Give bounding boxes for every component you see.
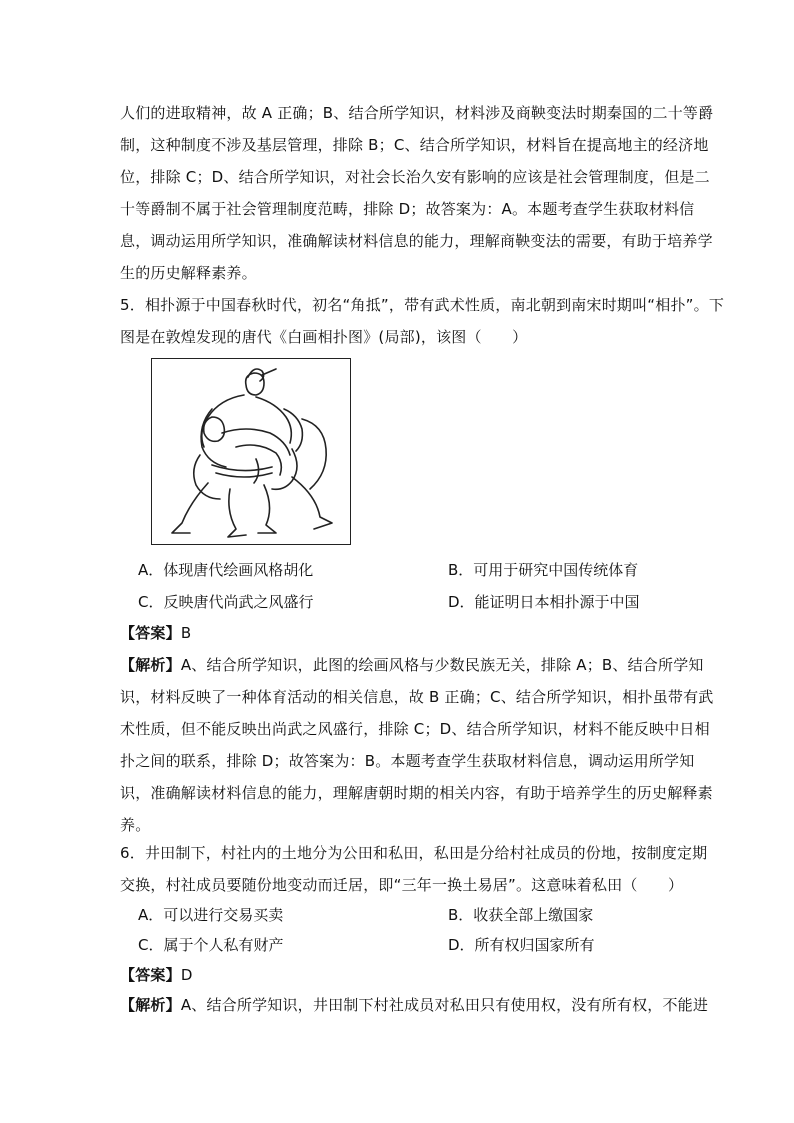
explanation-line: 术性质，但不能反映出尚武之风盛行，排除 C；D、结合所学知识，材料不能反映中日相 [120, 720, 710, 738]
answer-value: D [180, 966, 193, 984]
question-5-stem: 图是在敦煌发现的唐代《白画相扑图》(局部)，该图（ ） [120, 328, 528, 346]
question-5-option-b: B．可用于研究中国传统体育 [448, 561, 639, 579]
question-5-option-a: A．体现唐代绘画风格胡化 [138, 561, 314, 579]
explanation-line: 十等爵制不属于社会管理制度范畴，排除 D；故答案为：A。本题考查学生获取材料信 [120, 200, 695, 218]
question-5-stem: 5．相扑源于中国春秋时代，初名“角抵”，带有武术性质，南北朝到南宋时期叫“相扑”。下 [120, 296, 725, 314]
answer-tag: 【答案】 [120, 624, 181, 642]
explanation-line: 扑之间的联系，排除 D；故答案为：B。本题考查学生获取材料信息，调动运用所学知 [120, 752, 695, 770]
question-5-option-d: D．能证明日本相扑源于中国 [448, 593, 640, 611]
question-6-stem: 交换，村社成员要随份地变动而迁居，即“三年一换土易居”。这意味着私田（ ） [120, 876, 684, 894]
question-6-option-d: D．所有权归国家所有 [448, 936, 595, 954]
sumo-wrestling-painting [151, 358, 351, 545]
explanation-line: 生的历史解释素养。 [120, 264, 257, 282]
explanation-text: A、结合所学知识，此图的绘画风格与少数民族无关，排除 A；B、结合所学知 [180, 656, 704, 674]
explanation-line: 制，这种制度不涉及基层管理，排除 B；C、结合所学知识，材料旨在提高地主的经济地 [120, 136, 709, 154]
question-6-option-b: B．收获全部上缴国家 [448, 906, 594, 924]
question-5-answer [120, 623, 191, 643]
answer-tag: 【答案】 [120, 966, 181, 984]
question-6-answer [120, 965, 193, 985]
explanation-line: 人们的进取精神，故 A 正确；B、结合所学知识，材料涉及商鞅变法时期秦国的二十等爵 [120, 104, 714, 122]
question-6-option-c: C．属于个人私有财产 [138, 936, 284, 954]
explanation-line: 识，材料反映了一种体育活动的相关信息，故 B 正确；C、结合所学知识，相扑虽带有武 [120, 688, 714, 706]
question-6-stem: 6．井田制下，村社内的土地分为公田和私田，私田是分给村社成员的份地，按制度定期 [120, 844, 708, 862]
question-6-explanation [120, 995, 708, 1015]
explanation-tag: 【解析】 [120, 996, 181, 1014]
question-5-option-c: C．反映唐代尚武之风盛行 [138, 593, 314, 611]
wrestlers-sketch-icon [152, 359, 349, 543]
question-6-option-a: A．可以进行交易买卖 [138, 906, 284, 924]
question-5-explanation [120, 655, 704, 675]
answer-value: B [180, 624, 192, 642]
explanation-text: A、结合所学知识，井田制下村社成员对私田只有使用权，没有所有权，不能进 [180, 996, 709, 1014]
explanation-line: 息，调动运用所学知识，准确解读材料信息的能力，理解商鞅变法的需要，有助于培养学 [120, 232, 713, 250]
explanation-line: 养。 [120, 816, 151, 834]
explanation-line: 位，排除 C；D、结合所学知识，对社会长治久安有影响的应该是社会管理制度，但是二 [120, 168, 710, 186]
explanation-line: 识，准确解读材料信息的能力，理解唐朝时期的相关内容，有助于培养学生的历史解释素 [120, 784, 713, 802]
explanation-tag: 【解析】 [120, 656, 181, 674]
